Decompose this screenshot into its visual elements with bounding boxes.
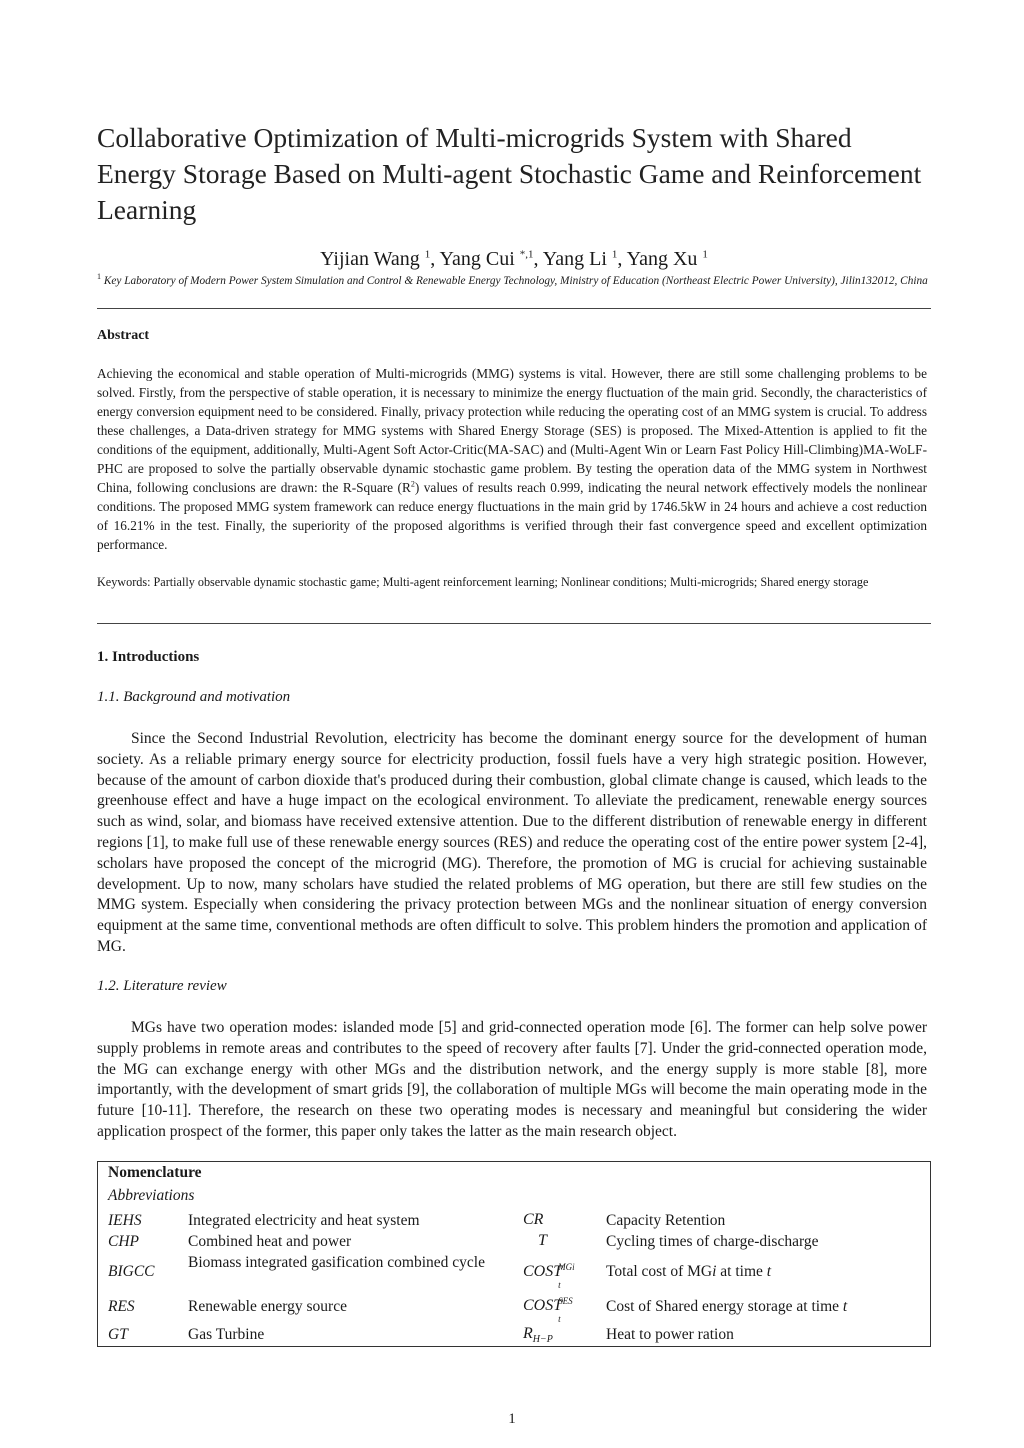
symbol (523, 1324, 553, 1350)
affiliation (97, 273, 931, 290)
symbol-definition-var: t (766, 1263, 772, 1280)
abbreviation-definition: Biomass integrated gasification combined cycle (188, 1254, 485, 1271)
paragraph-literature: MGs have two operation modes: islanded mode [5] and grid-connected operation mode [6]. The former can help solve power supply problems in remote areas and contributes to the speed of recovery after faults [7]. Under the grid-connected operation mode, the MG can exchange energy with other MGs and the distribution network, and the energy supply is more stable [8], more importantly, with the development of smart grids [9], the collaboration of multiple MGs will become the main operating mode in the future [10-11]. Therefore, the research on these two operating modes is necessary and meaningful but considering the wider application prospect of the former, this paper only takes the latter as the main research object. (97, 1019, 927, 1140)
keywords: Keywords: Partially observable dynamic stochastic game; Multi-agent reinforcement learning; Nonlinear conditions; Multi-microgrids; Shared energy storage (97, 575, 869, 589)
abbreviation: CHP (108, 1233, 139, 1250)
symbol-base (523, 1296, 573, 1324)
symbol-text: COST (523, 1263, 563, 1280)
symbol: CR (523, 1211, 544, 1228)
author-name: Yang Xu (626, 248, 698, 270)
symbol-definition (606, 1262, 771, 1282)
symbol-superscript: SES (558, 1296, 573, 1306)
abbreviation-definition: Combined heat and power (188, 1233, 352, 1250)
symbol (523, 1262, 575, 1290)
nomenclature-subtitle: Abbreviations (108, 1187, 195, 1204)
subsection-heading-background: 1.1. Background and motivation (97, 689, 291, 705)
abstract-divider (97, 623, 931, 624)
symbol-definition: Capacity Retention (606, 1212, 726, 1229)
author-affil-mark: 1 (424, 248, 431, 261)
author-list: Yijian Wang $^1$, Yang Cui $^{*,1}$, Yang Li $^1$, Yang Xu $^1$ (320, 248, 708, 270)
symbol-definition-text: Cost of Shared energy storage at time (606, 1298, 843, 1315)
symbol-definition: Heat to power ration (606, 1326, 734, 1343)
affiliation-text: Key Laboratory of Modern Power System Simulation and Control & Renewable Energy Technology, Ministry of Education (Northeast Electric Power University), Jilin132012, China (103, 275, 928, 287)
author-name: Yang Li (542, 248, 607, 270)
page-number: 1 (508, 1411, 516, 1427)
abbreviation: IEHS (108, 1212, 142, 1229)
symbol: T (538, 1232, 547, 1249)
author-affil-mark: 1 (702, 248, 708, 261)
symbol-definition (606, 1297, 847, 1317)
paragraph-background: Since the Second Industrial Revolution, electricity has become the dominant energy source for the development of human society. As a reliable primary energy source for electricity production, fossil fuels have a very high strategic position. However, because of the amount of carbon dioxide that's produced during their combustion, global climate change is caused, which leads to the greenhouse effect and have a huge impact on the ecological environment. To alleviate the predicament, renewable energy sources such as wind, solar, and biomass have received extensive attention. Due to the different distribution of renewable energy in different regions [1], to make full use of these renewable energy sources (RES) and reduce the operating cost of the entire power system [2-4], scholars have proposed the concept of the microgrid (MG). Therefore, the promotion of MG is crucial for achieving sustainable development. Up to now, many scholars have studied the related problems of MG operation, but there are still few studies on the MMG system. Especially when considering the privacy protection between MGs and the nonlinear situation of energy conversion equipment at the same time, conventional methods are often difficult to solve. This problem hinders the promotion and application of MG. (97, 730, 927, 955)
abbreviation-definition: Gas Turbine (188, 1326, 265, 1343)
abstract-text-part1: Achieving the economical and stable operation of Multi-microgrids (MMG) systems is vital. However, there are still some challenging problems to be solved. Firstly, from the perspective of stable operation, it is necessary to minimize the energy fluctuation of the main grid. Secondly, the characteristics of energy conversion equipment need to be considered. Finally, privacy protection while reducing the operating cost of an MMG system is crucial. To address these challenges, a Data-driven strategy for MMG systems with Shared Energy Storage (SES) is proposed. The Mixed-Attention is applied to fit the conditions of the equipment, additionally, Multi-Agent Soft Actor-Critic(MA-SAC) and (Multi-Agent Win or Learn Fast Policy Hill-Climbing)MA-WoLF-PHC are proposed to solve the partially observable dynamic stochastic game problem. By testing the operation data of the MMG system in Northwest China, following conclusions are drawn: the R-Square (R (97, 366, 927, 495)
nomenclature-box (97, 1161, 931, 1347)
nomenclature-title: Nomenclature (108, 1164, 202, 1181)
symbol-base (523, 1262, 575, 1290)
nomenclature-row (98, 1294, 932, 1324)
symbol (523, 1296, 573, 1324)
abstract-superscript: 2 (410, 479, 415, 489)
author-name: Yijian Wang (320, 248, 420, 270)
symbol-text: R (523, 1325, 533, 1342)
symbol-text: COST (523, 1297, 563, 1314)
abbreviation-definition: Renewable energy source (188, 1298, 347, 1315)
affiliation-mark: 1 (97, 272, 101, 282)
symbol-definition-text: Total cost of MG (606, 1263, 713, 1280)
abstract-body (97, 364, 927, 554)
symbol-definition-text: at time (716, 1263, 767, 1280)
abstract-text-part2: ) values of results reach 0.999, indicating the neural network effectively models the nonlinear conditions. The proposed MMG system framework can reduce energy fluctuations in the main grid by 1746.5kW in 24 hours and achieve a cost reduction of 16.21% in the test. Finally, the superiority of the proposed algorithms is verified through their fast convergence speed and excellent optimization performance. (97, 480, 927, 552)
author-affil-mark: 1 (611, 248, 618, 261)
symbol-definition: Cycling times of charge-discharge (606, 1233, 819, 1250)
paper-title: Collaborative Optimization of Multi-microgrids System with Shared Energy Storage Based on Multi-agent Stochastic Game and Reinforcement Learning (97, 122, 922, 225)
nomenclature-row (98, 1250, 932, 1292)
nomenclature-row (98, 1322, 932, 1346)
symbol-subscript: H−P (532, 1334, 553, 1346)
author-name: Yang Cui (439, 248, 515, 270)
symbol-definition-var: t (842, 1298, 848, 1315)
abbreviation: BIGCC (108, 1263, 155, 1280)
symbol-definition-var: i (712, 1263, 717, 1280)
abbreviation-definition: Integrated electricity and heat system (188, 1212, 420, 1229)
abstract-heading: Abstract (97, 328, 150, 343)
abbreviation: RES (108, 1298, 135, 1315)
section-heading-introductions: 1. Introductions (97, 649, 200, 665)
symbol-subscript: t (558, 1314, 561, 1324)
abbreviation: GT (108, 1326, 128, 1343)
symbol-subscript: t (558, 1280, 561, 1290)
subsection-heading-literature: 1.2. Literature review (97, 978, 227, 994)
author-affil-mark: *,1 (519, 248, 534, 261)
header-divider (97, 308, 931, 309)
symbol-superscript: MGi (558, 1262, 575, 1272)
